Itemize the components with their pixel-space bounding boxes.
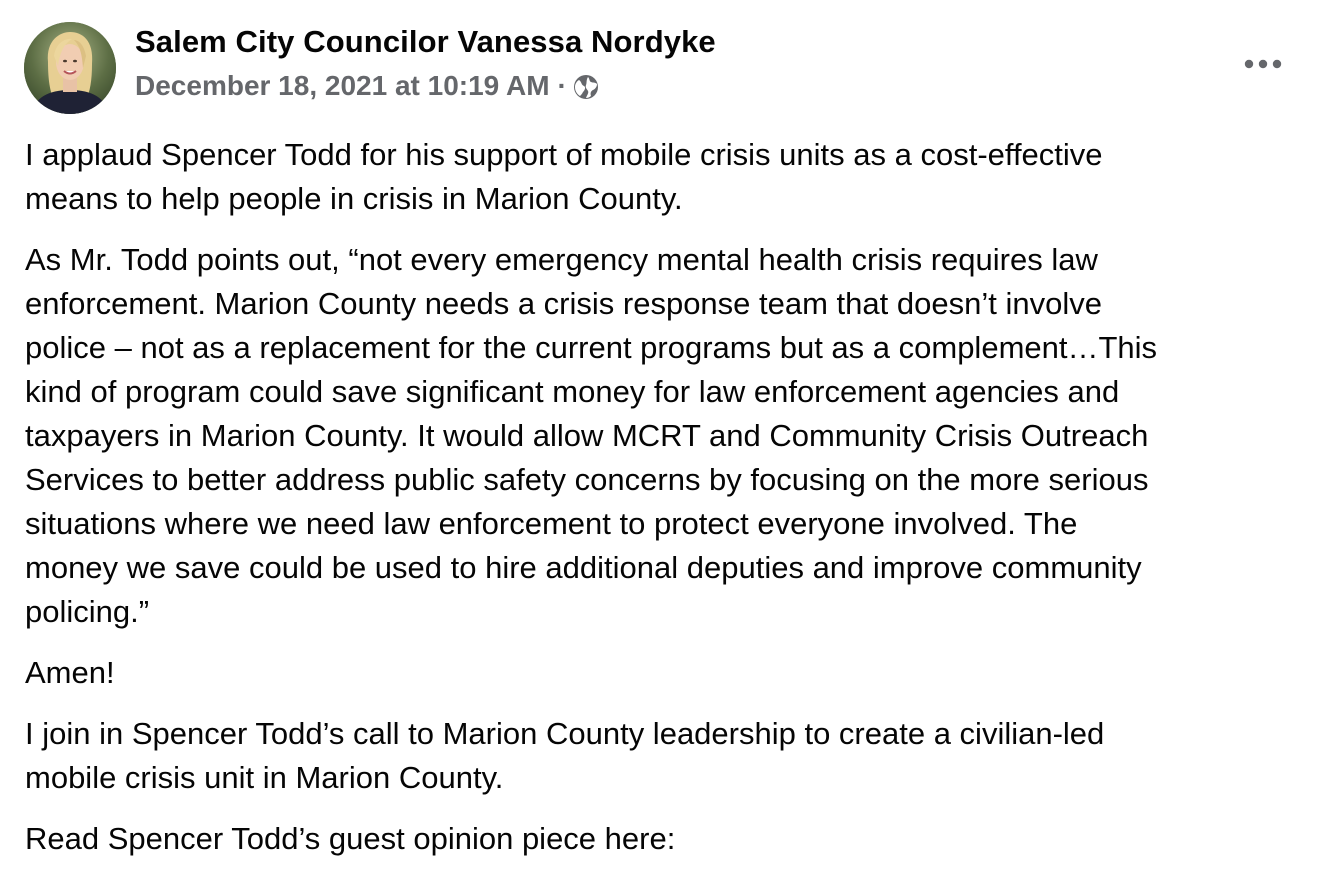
- meta-separator: ·: [557, 70, 567, 101]
- post-timestamp[interactable]: December 18, 2021 at 10:19 AM: [135, 70, 550, 101]
- globe-icon[interactable]: [573, 74, 599, 100]
- more-options-button[interactable]: [1240, 44, 1286, 84]
- post-paragraph-5: Read Spencer Todd’s guest opinion piece here:: [25, 821, 676, 856]
- more-options-icon: [1243, 59, 1283, 69]
- post-paragraph-2: As Mr. Todd points out, “not every emergency mental health crisis requires law enforcement. Marion County needs a crisis response team that doesn’t involve police – not as a replacement for the current programs but as a complement…This kind of program could save significant money for law enforcement agencies and taxpayers in Marion County. It would allow MCRT and Community Crisis Outreach Services to better address public safety concerns by focusing on the more serious situations where we need law enforcement to protect everyone involved. The money we save could be used to hire additional deputies and improve community policing.”: [25, 242, 1158, 629]
- post-paragraph-4: I join in Spencer Todd’s call to Marion County leadership to create a civilian-led mobile crisis unit in Marion County.: [25, 716, 1105, 795]
- author-name[interactable]: Salem City Councilor Vanessa Nordyke: [135, 24, 716, 59]
- post-paragraph-3: Amen!: [25, 655, 115, 690]
- author-photo: [24, 22, 116, 114]
- post-paragraph-1: I applaud Spencer Todd for his support of mobile crisis units as a cost-effective means to help people in crisis in Marion County.: [25, 137, 1103, 216]
- author-avatar[interactable]: [24, 22, 116, 114]
- post-body: [25, 133, 1315, 878]
- post-meta: [135, 70, 599, 102]
